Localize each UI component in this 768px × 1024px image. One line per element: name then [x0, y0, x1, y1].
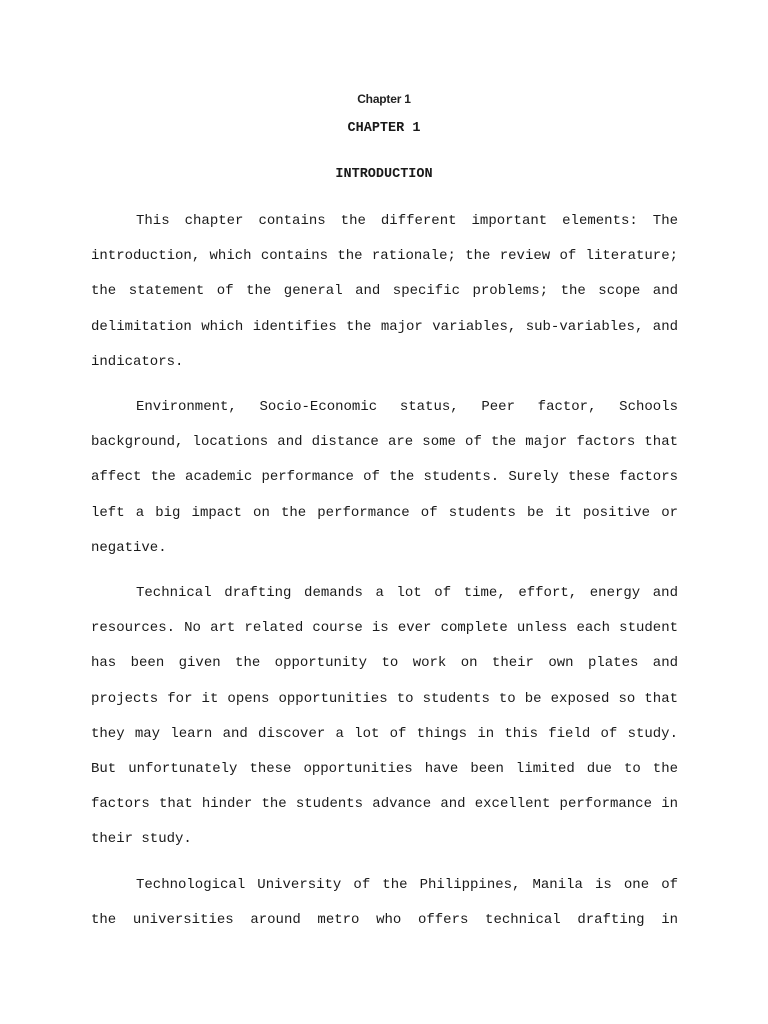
paragraph-3: Technical drafting demands a lot of time, effort, energy and resources. No art related course is ever complete unless each student has been given the opportunity to work on their own plates and projects for it opens opportunities to students to be exposed so that they may learn and discover a lot of things in this field of study. But unfortunately these opportunities have been limited due to the factors that hinder the students advance and excellent performance in their study. [91, 585, 678, 848]
chapter-title: CHAPTER 1 [347, 121, 421, 136]
section-title: INTRODUCTION [335, 167, 433, 182]
paragraph-4: Technological University of the Philippines, Manila is one of the universities around metro who offers technical drafting in [91, 876, 678, 928]
paragraph-2: Environment, Socio-Economic status, Peer factor, Schools background, locations and distance are some of the major factors that affect the academic performance of the students. Surely these factors left a big impact on the performance of students be it positive or negative. [91, 399, 678, 556]
body-text [91, 204, 678, 948]
paragraph-1: This chapter contains the different important elements: The introduction, which contains the rationale; the review of literature; the statement of the general and specific problems; the scope and delimitation which identifies the major variables, sub-variables, and indicators. [91, 213, 678, 370]
running-head: Chapter 1 [357, 92, 411, 106]
